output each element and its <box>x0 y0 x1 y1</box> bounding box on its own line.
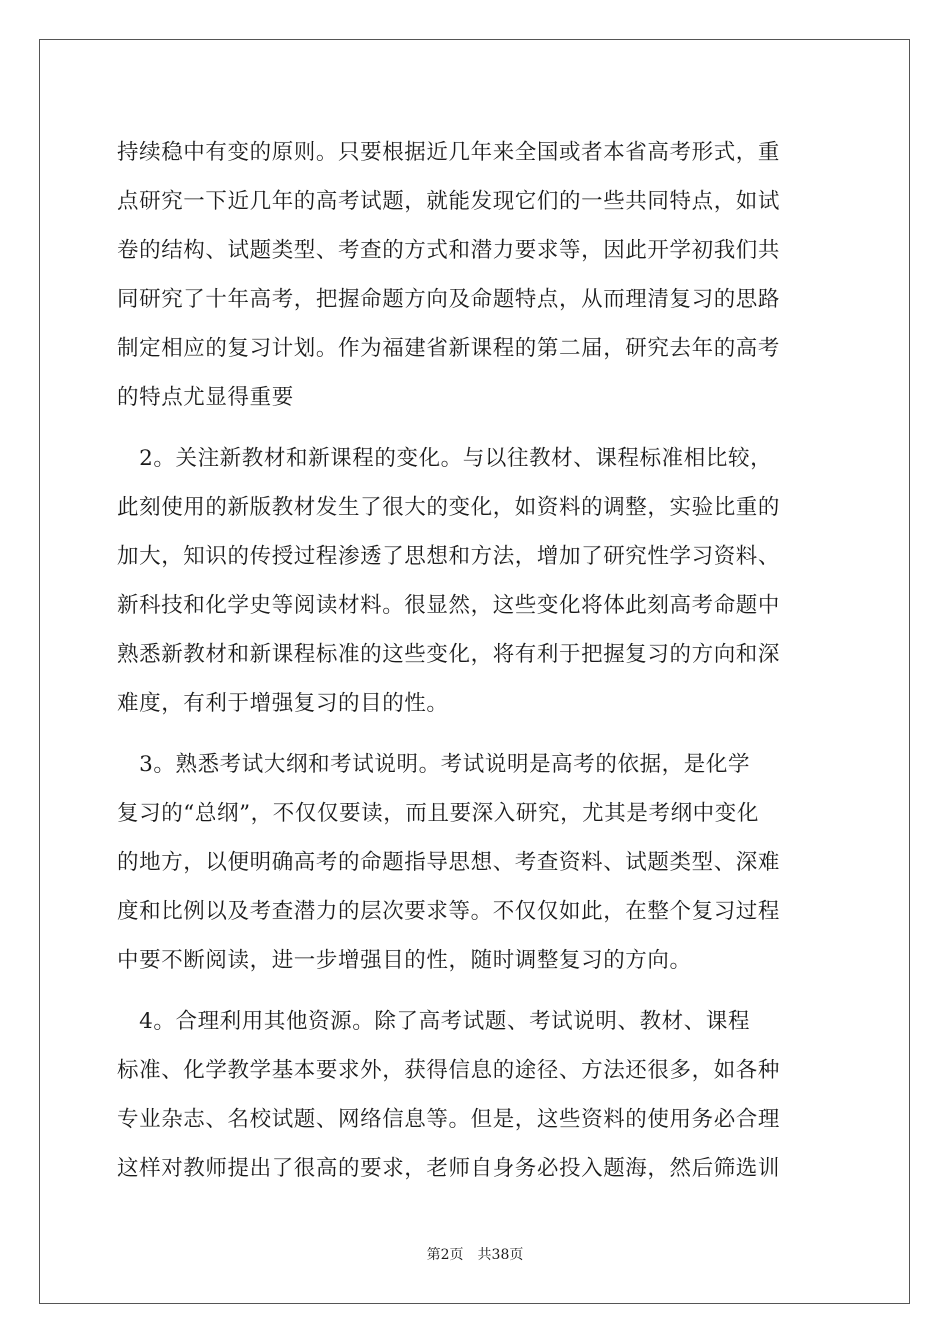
text-line: 点研究一下近几年的高考试题，就能发现它们的一些共同特点，如试 <box>117 189 781 214</box>
text-line: 难度，有利于增强复习的目的性。 <box>117 691 449 716</box>
paragraph <box>117 434 837 728</box>
page-number-footer: 第2页 共38页 <box>426 1247 524 1263</box>
text-line: 这样对教师提出了很高的要求，老师自身务必投入题海，然后筛选训 <box>117 1156 781 1181</box>
text-line: 中要不断阅读，进一步增强目的性，随时调整复习的方向。 <box>117 948 692 973</box>
text-line: 同研究了十年高考，把握命题方向及命题特点，从而理清复习的思路 <box>117 287 781 312</box>
text-line: 的特点尤显得重要 <box>117 385 294 410</box>
text-line: 度和比例以及考查潜力的层次要求等。不仅仅如此，在整个复习过程 <box>117 899 781 924</box>
text-line: 标准、化学教学基本要求外，获得信息的途径、方法还很多，如各种 <box>117 1058 781 1083</box>
text-line: 专业杂志、名校试题、网络信息等。但是，这些资料的使用务必合理 <box>117 1107 781 1132</box>
text-line: 的地方，以便明确高考的命题指导思想、考查资料、试题类型、深难 <box>117 850 781 875</box>
text-line: 熟悉新教材和新课程标准的这些变化，将有利于把握复习的方向和深 <box>117 642 781 667</box>
text-line: 此刻使用的新版教材发生了很大的变化，如资料的调整，实验比重的 <box>117 495 781 520</box>
document-body <box>117 128 837 1193</box>
paragraph <box>117 997 837 1193</box>
text-line: 4。合理利用其他资源。除了高考试题、考试说明、教材、课程 <box>117 1009 751 1034</box>
paragraph <box>117 128 837 422</box>
text-line: 2。关注新教材和新课程的变化。与以往教材、课程标准相比较， <box>117 446 773 471</box>
paragraph <box>117 740 837 985</box>
text-line: 持续稳中有变的原则。只要根据近几年来全国或者本省高考形式，重 <box>117 140 781 165</box>
text-line: 新科技和化学史等阅读材料。很显然，这些变化将体此刻高考命题中 <box>117 593 781 618</box>
text-line: 3。熟悉考试大纲和考试说明。考试说明是高考的依据，是化学 <box>117 752 751 777</box>
text-line: 加大，知识的传授过程渗透了思想和方法，增加了研究性学习资料、 <box>117 544 781 569</box>
text-line: 卷的结构、试题类型、考查的方式和潜力要求等，因此开学初我们共 <box>117 238 781 263</box>
text-line: 制定相应的复习计划。作为福建省新课程的第二届，研究去年的高考 <box>117 336 781 361</box>
text-line: 复习的“总纲”，不仅仅要读，而且要深入研究，尤其是考纲中变化 <box>117 801 759 826</box>
